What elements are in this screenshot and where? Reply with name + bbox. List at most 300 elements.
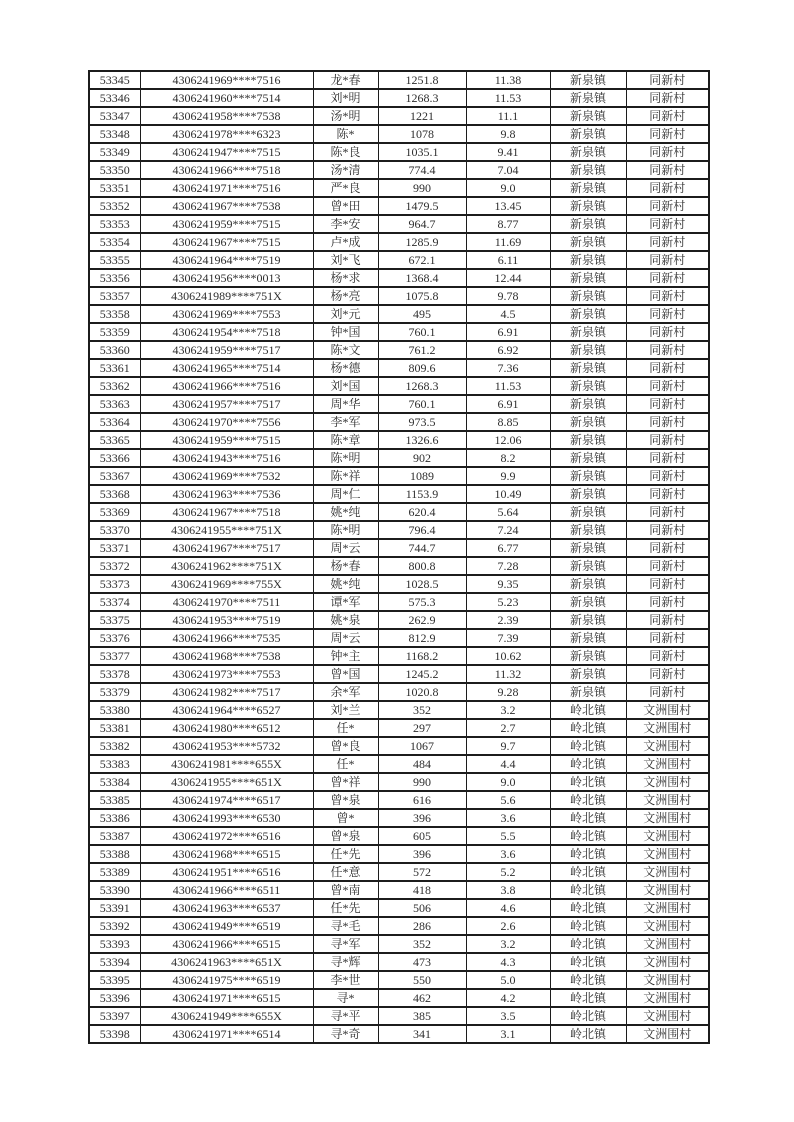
cell-secondary-value: 9.8 [466, 125, 550, 143]
cell-name: 曾*国 [313, 665, 378, 683]
cell-amount: 760.1 [378, 323, 466, 341]
cell-id-number: 4306241978****6323 [140, 125, 313, 143]
table-row [89, 71, 709, 89]
table-body [89, 71, 709, 1043]
cell-village: 同新村 [626, 323, 709, 341]
cell-serial-number: 53373 [89, 575, 140, 593]
cell-amount: 1067 [378, 737, 466, 755]
cell-id-number: 4306241974****6517 [140, 791, 313, 809]
cell-secondary-value: 3.6 [466, 845, 550, 863]
table-row [89, 899, 709, 917]
cell-town: 新泉镇 [550, 539, 626, 557]
table-row [89, 125, 709, 143]
cell-secondary-value: 5.2 [466, 863, 550, 881]
cell-town: 岭北镇 [550, 1025, 626, 1043]
table-row [89, 773, 709, 791]
cell-serial-number: 53385 [89, 791, 140, 809]
cell-name: 任*意 [313, 863, 378, 881]
cell-village: 文洲围村 [626, 953, 709, 971]
cell-name: 杨*春 [313, 557, 378, 575]
cell-name: 陈*明 [313, 521, 378, 539]
table-row [89, 719, 709, 737]
cell-amount: 744.7 [378, 539, 466, 557]
cell-serial-number: 53348 [89, 125, 140, 143]
cell-secondary-value: 4.6 [466, 899, 550, 917]
cell-town: 新泉镇 [550, 107, 626, 125]
cell-name: 杨*求 [313, 269, 378, 287]
cell-town: 新泉镇 [550, 611, 626, 629]
cell-amount: 462 [378, 989, 466, 1007]
cell-id-number: 4306241951****6516 [140, 863, 313, 881]
cell-serial-number: 53359 [89, 323, 140, 341]
cell-secondary-value: 6.11 [466, 251, 550, 269]
cell-amount: 1251.8 [378, 71, 466, 89]
cell-village: 文洲围村 [626, 1007, 709, 1025]
cell-village: 文洲围村 [626, 719, 709, 737]
cell-secondary-value: 11.1 [466, 107, 550, 125]
cell-town: 新泉镇 [550, 341, 626, 359]
cell-secondary-value: 11.53 [466, 377, 550, 395]
cell-village: 同新村 [626, 575, 709, 593]
cell-id-number: 4306241964****6527 [140, 701, 313, 719]
cell-amount: 1020.8 [378, 683, 466, 701]
cell-secondary-value: 6.91 [466, 395, 550, 413]
cell-name: 陈*祥 [313, 467, 378, 485]
cell-id-number: 4306241954****7518 [140, 323, 313, 341]
cell-village: 文洲围村 [626, 1025, 709, 1043]
cell-name: 余*军 [313, 683, 378, 701]
cell-id-number: 4306241955****751X [140, 521, 313, 539]
cell-secondary-value: 7.24 [466, 521, 550, 539]
cell-name: 寻*辉 [313, 953, 378, 971]
cell-amount: 1245.2 [378, 665, 466, 683]
table-row [89, 467, 709, 485]
cell-town: 岭北镇 [550, 791, 626, 809]
cell-id-number: 4306241969****755X [140, 575, 313, 593]
cell-secondary-value: 13.45 [466, 197, 550, 215]
cell-serial-number: 53369 [89, 503, 140, 521]
cell-serial-number: 53392 [89, 917, 140, 935]
cell-town: 新泉镇 [550, 359, 626, 377]
table-row [89, 485, 709, 503]
cell-village: 同新村 [626, 107, 709, 125]
table-row [89, 665, 709, 683]
cell-id-number: 4306241957****7517 [140, 395, 313, 413]
cell-town: 新泉镇 [550, 89, 626, 107]
cell-town: 岭北镇 [550, 845, 626, 863]
cell-village: 同新村 [626, 71, 709, 89]
cell-amount: 1479.5 [378, 197, 466, 215]
cell-amount: 1221 [378, 107, 466, 125]
table-row [89, 89, 709, 107]
cell-village: 同新村 [626, 395, 709, 413]
cell-secondary-value: 9.0 [466, 179, 550, 197]
cell-id-number: 4306241971****6514 [140, 1025, 313, 1043]
cell-serial-number: 53352 [89, 197, 140, 215]
cell-amount: 800.8 [378, 557, 466, 575]
table-row [89, 215, 709, 233]
cell-secondary-value: 5.6 [466, 791, 550, 809]
cell-name: 寻* [313, 989, 378, 1007]
cell-serial-number: 53349 [89, 143, 140, 161]
table-row [89, 269, 709, 287]
cell-village: 同新村 [626, 647, 709, 665]
cell-village: 文洲围村 [626, 899, 709, 917]
cell-name: 周*云 [313, 629, 378, 647]
cell-id-number: 4306241981****655X [140, 755, 313, 773]
cell-serial-number: 53351 [89, 179, 140, 197]
cell-id-number: 4306241967****7518 [140, 503, 313, 521]
cell-amount: 672.1 [378, 251, 466, 269]
cell-name: 寻*平 [313, 1007, 378, 1025]
cell-amount: 1075.8 [378, 287, 466, 305]
cell-serial-number: 53394 [89, 953, 140, 971]
table-row [89, 359, 709, 377]
cell-name: 姚*纯 [313, 503, 378, 521]
cell-serial-number: 53372 [89, 557, 140, 575]
cell-village: 同新村 [626, 89, 709, 107]
cell-village: 同新村 [626, 611, 709, 629]
table-row [89, 629, 709, 647]
cell-town: 新泉镇 [550, 521, 626, 539]
table-row [89, 935, 709, 953]
table-row [89, 827, 709, 845]
cell-serial-number: 53391 [89, 899, 140, 917]
cell-id-number: 4306241966****7516 [140, 377, 313, 395]
cell-id-number: 4306241969****7553 [140, 305, 313, 323]
cell-village: 文洲围村 [626, 827, 709, 845]
cell-serial-number: 53358 [89, 305, 140, 323]
cell-town: 新泉镇 [550, 143, 626, 161]
cell-name: 周*云 [313, 539, 378, 557]
cell-secondary-value: 6.77 [466, 539, 550, 557]
cell-name: 曾*田 [313, 197, 378, 215]
cell-village: 同新村 [626, 197, 709, 215]
cell-serial-number: 53393 [89, 935, 140, 953]
cell-id-number: 4306241989****751X [140, 287, 313, 305]
cell-id-number: 4306241970****7511 [140, 593, 313, 611]
cell-name: 谭*军 [313, 593, 378, 611]
cell-village: 文洲围村 [626, 845, 709, 863]
cell-village: 同新村 [626, 179, 709, 197]
cell-amount: 902 [378, 449, 466, 467]
cell-village: 文洲围村 [626, 917, 709, 935]
cell-id-number: 4306241993****6530 [140, 809, 313, 827]
cell-id-number: 4306241967****7517 [140, 539, 313, 557]
cell-town: 岭北镇 [550, 719, 626, 737]
cell-secondary-value: 8.77 [466, 215, 550, 233]
cell-id-number: 4306241953****7519 [140, 611, 313, 629]
cell-id-number: 4306241956****0013 [140, 269, 313, 287]
cell-amount: 1035.1 [378, 143, 466, 161]
cell-village: 同新村 [626, 269, 709, 287]
cell-secondary-value: 3.6 [466, 809, 550, 827]
table-row [89, 863, 709, 881]
cell-id-number: 4306241968****6515 [140, 845, 313, 863]
table-row [89, 287, 709, 305]
table-row [89, 413, 709, 431]
cell-id-number: 4306241968****7538 [140, 647, 313, 665]
cell-secondary-value: 8.2 [466, 449, 550, 467]
cell-town: 新泉镇 [550, 323, 626, 341]
cell-amount: 297 [378, 719, 466, 737]
cell-town: 岭北镇 [550, 989, 626, 1007]
cell-town: 新泉镇 [550, 197, 626, 215]
cell-town: 新泉镇 [550, 629, 626, 647]
cell-amount: 550 [378, 971, 466, 989]
cell-secondary-value: 7.04 [466, 161, 550, 179]
cell-serial-number: 53361 [89, 359, 140, 377]
cell-town: 新泉镇 [550, 71, 626, 89]
cell-secondary-value: 2.39 [466, 611, 550, 629]
cell-secondary-value: 5.64 [466, 503, 550, 521]
cell-amount: 484 [378, 755, 466, 773]
cell-village: 文洲围村 [626, 989, 709, 1007]
table-row [89, 647, 709, 665]
cell-amount: 262.9 [378, 611, 466, 629]
cell-amount: 605 [378, 827, 466, 845]
cell-serial-number: 53345 [89, 71, 140, 89]
cell-serial-number: 53388 [89, 845, 140, 863]
cell-secondary-value: 11.32 [466, 665, 550, 683]
cell-name: 任* [313, 755, 378, 773]
cell-name: 陈*文 [313, 341, 378, 359]
cell-id-number: 4306241980****6512 [140, 719, 313, 737]
cell-serial-number: 53347 [89, 107, 140, 125]
beneficiary-table [88, 70, 710, 1044]
cell-serial-number: 53367 [89, 467, 140, 485]
cell-id-number: 4306241955****651X [140, 773, 313, 791]
cell-secondary-value: 4.4 [466, 755, 550, 773]
cell-id-number: 4306241969****7516 [140, 71, 313, 89]
cell-secondary-value: 5.0 [466, 971, 550, 989]
table-row [89, 845, 709, 863]
cell-serial-number: 53380 [89, 701, 140, 719]
cell-id-number: 4306241949****6519 [140, 917, 313, 935]
cell-amount: 990 [378, 773, 466, 791]
cell-village: 同新村 [626, 449, 709, 467]
cell-id-number: 4306241964****7519 [140, 251, 313, 269]
table-row [89, 521, 709, 539]
cell-secondary-value: 6.91 [466, 323, 550, 341]
cell-town: 岭北镇 [550, 773, 626, 791]
cell-name: 汤*清 [313, 161, 378, 179]
cell-town: 新泉镇 [550, 665, 626, 683]
cell-amount: 506 [378, 899, 466, 917]
cell-village: 文洲围村 [626, 701, 709, 719]
cell-serial-number: 53368 [89, 485, 140, 503]
cell-name: 寻*毛 [313, 917, 378, 935]
cell-town: 岭北镇 [550, 755, 626, 773]
cell-id-number: 4306241963****651X [140, 953, 313, 971]
table-row [89, 431, 709, 449]
cell-town: 岭北镇 [550, 809, 626, 827]
cell-amount: 1078 [378, 125, 466, 143]
cell-village: 文洲围村 [626, 809, 709, 827]
cell-id-number: 4306241972****6516 [140, 827, 313, 845]
cell-village: 同新村 [626, 251, 709, 269]
cell-serial-number: 53397 [89, 1007, 140, 1025]
cell-name: 杨*德 [313, 359, 378, 377]
cell-town: 新泉镇 [550, 161, 626, 179]
cell-town: 新泉镇 [550, 485, 626, 503]
cell-town: 新泉镇 [550, 413, 626, 431]
cell-secondary-value: 12.44 [466, 269, 550, 287]
cell-village: 同新村 [626, 539, 709, 557]
cell-serial-number: 53357 [89, 287, 140, 305]
table-row [89, 593, 709, 611]
cell-id-number: 4306241959****7515 [140, 431, 313, 449]
table-row [89, 107, 709, 125]
cell-serial-number: 53366 [89, 449, 140, 467]
cell-secondary-value: 3.2 [466, 935, 550, 953]
cell-name: 刘*国 [313, 377, 378, 395]
cell-village: 文洲围村 [626, 791, 709, 809]
cell-village: 文洲围村 [626, 755, 709, 773]
cell-amount: 1089 [378, 467, 466, 485]
cell-name: 刘*元 [313, 305, 378, 323]
cell-amount: 774.4 [378, 161, 466, 179]
cell-town: 新泉镇 [550, 575, 626, 593]
table-row [89, 251, 709, 269]
cell-name: 曾*泉 [313, 827, 378, 845]
table-row [89, 971, 709, 989]
cell-amount: 286 [378, 917, 466, 935]
cell-id-number: 4306241967****7515 [140, 233, 313, 251]
cell-id-number: 4306241973****7553 [140, 665, 313, 683]
cell-name: 寻*军 [313, 935, 378, 953]
cell-secondary-value: 2.7 [466, 719, 550, 737]
cell-village: 文洲围村 [626, 935, 709, 953]
cell-amount: 760.1 [378, 395, 466, 413]
cell-name: 卢*成 [313, 233, 378, 251]
table-row [89, 575, 709, 593]
cell-name: 曾*祥 [313, 773, 378, 791]
cell-id-number: 4306241971****6515 [140, 989, 313, 1007]
cell-town: 新泉镇 [550, 125, 626, 143]
cell-amount: 396 [378, 809, 466, 827]
cell-amount: 352 [378, 701, 466, 719]
cell-town: 新泉镇 [550, 503, 626, 521]
cell-amount: 1326.6 [378, 431, 466, 449]
cell-name: 任*先 [313, 845, 378, 863]
cell-village: 同新村 [626, 683, 709, 701]
cell-serial-number: 53376 [89, 629, 140, 647]
cell-secondary-value: 11.38 [466, 71, 550, 89]
cell-serial-number: 53371 [89, 539, 140, 557]
cell-serial-number: 53356 [89, 269, 140, 287]
cell-id-number: 4306241949****655X [140, 1007, 313, 1025]
cell-village: 同新村 [626, 287, 709, 305]
cell-secondary-value: 9.9 [466, 467, 550, 485]
cell-town: 岭北镇 [550, 953, 626, 971]
cell-id-number: 4306241959****7517 [140, 341, 313, 359]
cell-name: 李*安 [313, 215, 378, 233]
cell-secondary-value: 9.35 [466, 575, 550, 593]
cell-town: 新泉镇 [550, 467, 626, 485]
cell-secondary-value: 2.6 [466, 917, 550, 935]
table-row [89, 1007, 709, 1025]
cell-secondary-value: 10.62 [466, 647, 550, 665]
cell-secondary-value: 9.28 [466, 683, 550, 701]
cell-village: 同新村 [626, 665, 709, 683]
cell-serial-number: 53355 [89, 251, 140, 269]
cell-amount: 396 [378, 845, 466, 863]
cell-serial-number: 53362 [89, 377, 140, 395]
cell-town: 新泉镇 [550, 377, 626, 395]
cell-name: 曾*南 [313, 881, 378, 899]
cell-town: 新泉镇 [550, 305, 626, 323]
cell-name: 寻*奇 [313, 1025, 378, 1043]
cell-town: 新泉镇 [550, 683, 626, 701]
cell-secondary-value: 9.0 [466, 773, 550, 791]
cell-secondary-value: 7.36 [466, 359, 550, 377]
cell-town: 岭北镇 [550, 899, 626, 917]
cell-serial-number: 53389 [89, 863, 140, 881]
cell-amount: 964.7 [378, 215, 466, 233]
cell-town: 新泉镇 [550, 179, 626, 197]
cell-name: 陈*明 [313, 449, 378, 467]
cell-serial-number: 53363 [89, 395, 140, 413]
table-row [89, 449, 709, 467]
table-row [89, 503, 709, 521]
cell-town: 新泉镇 [550, 593, 626, 611]
cell-town: 新泉镇 [550, 395, 626, 413]
cell-amount: 572 [378, 863, 466, 881]
cell-id-number: 4306241982****7517 [140, 683, 313, 701]
cell-town: 岭北镇 [550, 1007, 626, 1025]
cell-name: 任* [313, 719, 378, 737]
cell-name: 刘*飞 [313, 251, 378, 269]
cell-secondary-value: 7.39 [466, 629, 550, 647]
cell-id-number: 4306241947****7515 [140, 143, 313, 161]
cell-village: 文洲围村 [626, 737, 709, 755]
cell-amount: 341 [378, 1025, 466, 1043]
cell-amount: 620.4 [378, 503, 466, 521]
cell-amount: 1153.9 [378, 485, 466, 503]
cell-amount: 973.5 [378, 413, 466, 431]
cell-name: 周*华 [313, 395, 378, 413]
cell-serial-number: 53350 [89, 161, 140, 179]
cell-name: 周*仁 [313, 485, 378, 503]
cell-id-number: 4306241969****7532 [140, 467, 313, 485]
cell-secondary-value: 4.3 [466, 953, 550, 971]
cell-amount: 385 [378, 1007, 466, 1025]
cell-serial-number: 53374 [89, 593, 140, 611]
cell-town: 新泉镇 [550, 647, 626, 665]
table-row [89, 791, 709, 809]
cell-secondary-value: 9.41 [466, 143, 550, 161]
table-row [89, 341, 709, 359]
cell-village: 同新村 [626, 629, 709, 647]
cell-amount: 616 [378, 791, 466, 809]
cell-secondary-value: 12.06 [466, 431, 550, 449]
cell-serial-number: 53398 [89, 1025, 140, 1043]
cell-name: 曾*良 [313, 737, 378, 755]
cell-id-number: 4306241970****7556 [140, 413, 313, 431]
table-row [89, 395, 709, 413]
cell-name: 陈*良 [313, 143, 378, 161]
cell-amount: 761.2 [378, 341, 466, 359]
cell-town: 岭北镇 [550, 971, 626, 989]
table-row [89, 1025, 709, 1043]
cell-town: 新泉镇 [550, 251, 626, 269]
cell-serial-number: 53382 [89, 737, 140, 755]
cell-name: 李*世 [313, 971, 378, 989]
cell-village: 同新村 [626, 431, 709, 449]
cell-id-number: 4306241943****7516 [140, 449, 313, 467]
cell-town: 新泉镇 [550, 431, 626, 449]
